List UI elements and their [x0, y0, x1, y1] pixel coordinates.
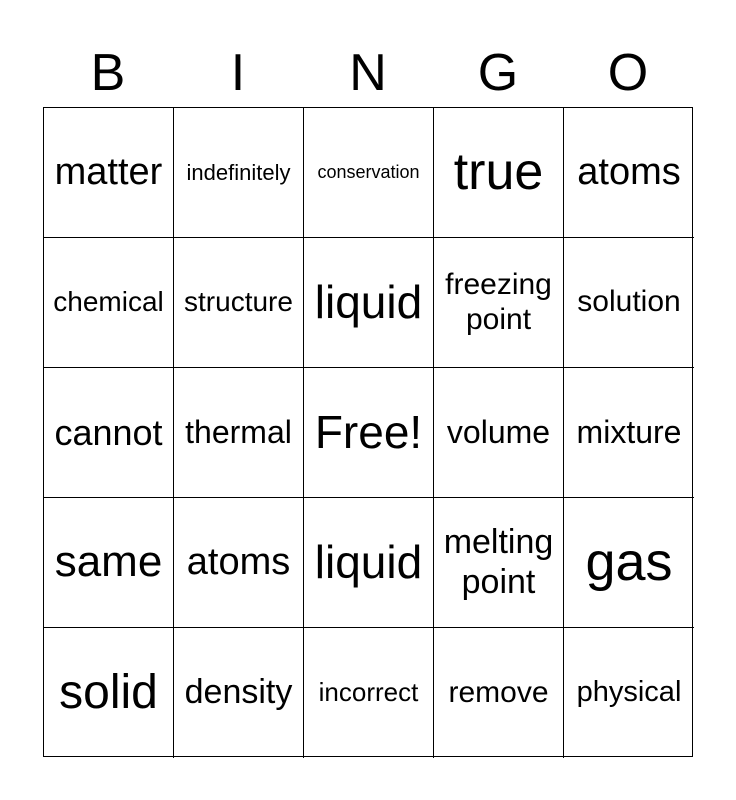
bingo-cell[interactable]: [44, 628, 174, 758]
cell-text: thermal: [185, 414, 292, 451]
bingo-cell[interactable]: [434, 628, 564, 758]
cell-text: solid: [59, 666, 158, 720]
cell-text: volume: [446, 414, 551, 451]
bingo-cell[interactable]: [434, 368, 564, 498]
cell-text: incorrect: [318, 677, 419, 708]
free-space-cell[interactable]: [304, 368, 434, 498]
bingo-cell[interactable]: [434, 238, 564, 368]
bingo-cell[interactable]: [304, 108, 434, 238]
bingo-board: [43, 107, 693, 757]
header-letter-g: G: [477, 44, 519, 102]
bingo-cell[interactable]: [434, 498, 564, 628]
header-letter-o: O: [607, 44, 649, 102]
header-letter-n: N: [349, 44, 387, 102]
bingo-cell[interactable]: [174, 498, 304, 628]
cell-text: indefinitely: [186, 159, 291, 185]
bingo-cell[interactable]: [564, 628, 694, 758]
cell-text: liquid: [314, 276, 423, 329]
bingo-cell[interactable]: [174, 368, 304, 498]
header-letter-b: B: [90, 44, 126, 102]
cell-text: remove: [448, 675, 549, 709]
bingo-cell[interactable]: [304, 628, 434, 758]
bingo-cell[interactable]: [304, 238, 434, 368]
cell-text: liquid: [314, 536, 423, 589]
cell-text: atoms: [577, 150, 681, 193]
cell-text: density: [184, 673, 293, 712]
cell-text: true: [453, 142, 544, 201]
bingo-cell[interactable]: [44, 498, 174, 628]
bingo-cell[interactable]: [564, 108, 694, 238]
cell-text: mixture: [576, 414, 682, 451]
cell-text: Free!: [314, 406, 423, 459]
cell-text: matter: [54, 150, 163, 193]
cell-text: conservation: [317, 162, 420, 183]
bingo-cell[interactable]: [174, 628, 304, 758]
cell-text: gas: [585, 532, 673, 593]
bingo-cell[interactable]: [174, 108, 304, 238]
cell-text: physical: [576, 676, 682, 709]
bingo-cell[interactable]: [304, 498, 434, 628]
cell-text: solution: [577, 285, 681, 319]
cell-text: atoms: [186, 540, 291, 583]
cell-text: melting point: [443, 523, 554, 601]
bingo-cell[interactable]: [564, 498, 694, 628]
bingo-cell[interactable]: [44, 108, 174, 238]
cell-text: same: [54, 537, 163, 587]
bingo-cell[interactable]: [564, 368, 694, 498]
bingo-cell[interactable]: [44, 368, 174, 498]
header-letter-i: I: [230, 44, 246, 102]
bingo-cell[interactable]: [44, 238, 174, 368]
bingo-header: [43, 40, 693, 106]
cell-text: cannot: [54, 411, 163, 453]
bingo-cell[interactable]: [564, 238, 694, 368]
bingo-cell[interactable]: [434, 108, 564, 238]
bingo-cell[interactable]: [174, 238, 304, 368]
cell-text: chemical: [53, 286, 164, 318]
cell-text: structure: [184, 286, 293, 318]
cell-text: freezing point: [445, 268, 552, 336]
